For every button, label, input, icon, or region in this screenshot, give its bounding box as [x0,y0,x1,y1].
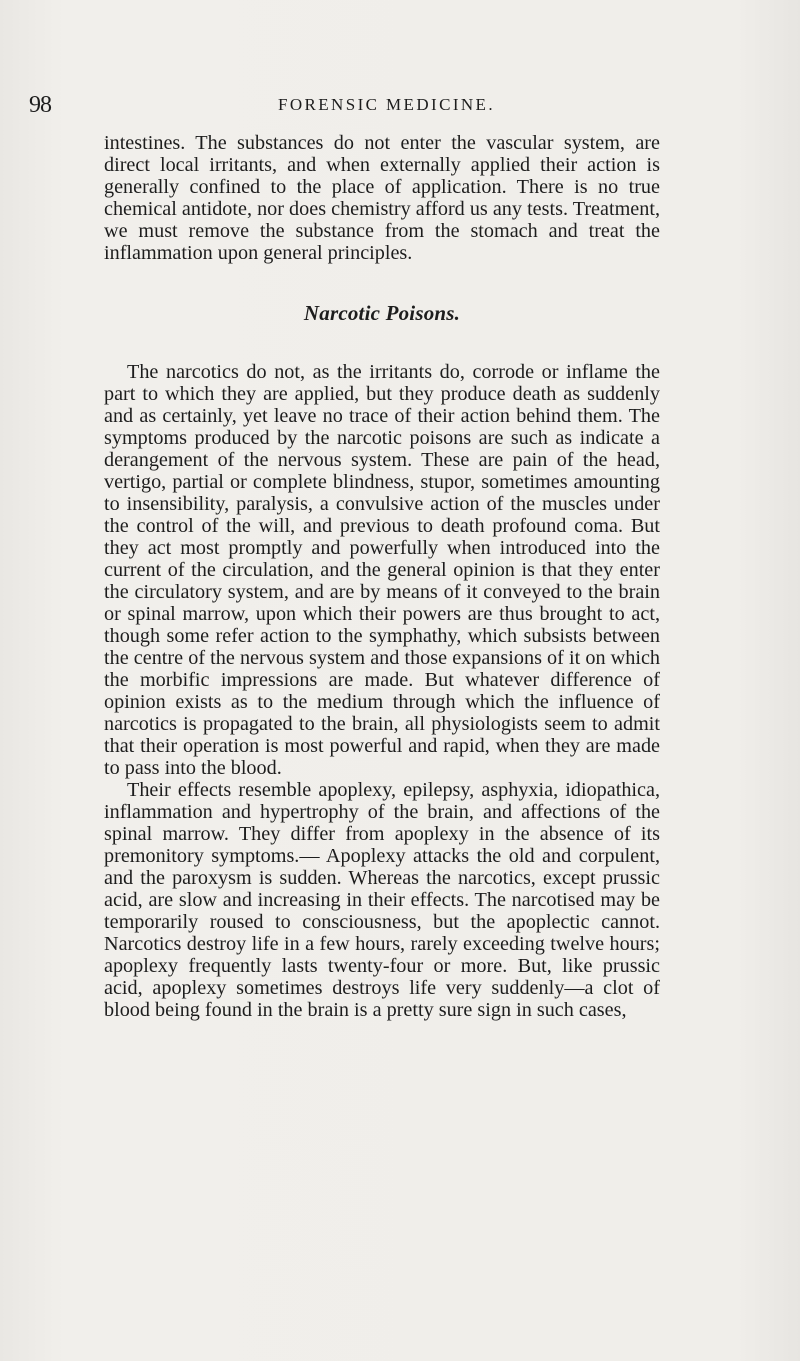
section-title: Narcotic Poisons. [303,301,461,325]
paragraph-narcotics: The narcotics do not, as the irritants do, corrode or inflame the part to which they are applied, but they produce death as suddenly and as certainly, yet leave no trace of their action behind them. The symptoms produced by the narcotic poisons are such as indicate a derangement of the nervous system. These are pain of the head, vertigo, partial or complete blindness, stupor, sometimes amounting to insensibility, paralysis, a convulsive action of the muscles under the control of the will, and previous to death profound coma. But they act most promptly and powerfully when introduced into the current of the circulation, and the general opinion is that they enter the circulatory system, and are by means of it conveyed to the brain or spinal marrow, upon which their powers are thus brought to act, though some refer action to the symphathy, which subsists between the centre of the nervous system and those expansions of it on which the morbific impressions are made. But whatever difference of opinion exists as to the medium through which the influence of narcotics is propagated to the brain, all physiologists seem to admit that their operation is most powerful and rapid, when they are made to pass into the blood. [104,361,660,779]
paragraph-intestines: intestines. The substances do not enter the vascular system, are direct local irritants, and when externally applied their action is generally confined to the place of application. There is no true chemical antidote, nor does chemistry afford us any tests. Treatment, we must remove the substance from the stomach and treat the inflammation upon general principles. [104,132,660,264]
page-number: 98 [29,92,51,118]
running-head: FORENSIC MEDICINE. [278,95,495,114]
paragraph-effects: Their effects resemble apoplexy, epilepsy, asphyxia, idiopathica, inflammation and hypertrophy of the brain, and affections of the spinal marrow. They differ from apoplexy in the absence of its premonitory symptoms.— Apoplexy attacks the old and corpulent, and the paroxysm is sudden. Whereas the narcotics, except prussic acid, are slow and increasing in their effects. The narcotised may be temporarily roused to consciousness, but the apoplectic cannot. Narcotics destroy life in a few hours, rarely exceeding twelve hours; apoplexy frequently lasts twenty-four or more. But, like prussic acid, apoplexy sometimes destroys life very suddenly—a clot of blood being found in the brain is a pretty sure sign in such cases, [104,779,660,1021]
main-text [104,132,660,1021]
page-header [24,90,776,120]
